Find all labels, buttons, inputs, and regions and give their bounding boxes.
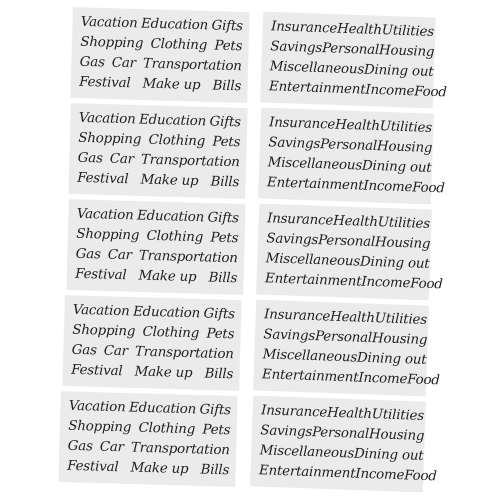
label-transportation: Transportation bbox=[130, 440, 230, 459]
label-pets: Pets bbox=[212, 134, 241, 151]
label-line bbox=[268, 77, 447, 103]
label-transportation: Transportation bbox=[142, 56, 242, 75]
label-festival: Festival bbox=[78, 74, 131, 92]
expense-label-sheet-right bbox=[256, 204, 443, 300]
label-insurance: Insurance bbox=[270, 19, 338, 37]
label-health: Health bbox=[336, 21, 383, 39]
label-housing: Housing bbox=[378, 43, 435, 61]
label-utilities: Utilities bbox=[371, 407, 425, 424]
label-gas: Gas bbox=[67, 438, 93, 455]
label-gas: Gas bbox=[79, 54, 105, 71]
label-transportation: Transportation bbox=[140, 152, 240, 171]
label-make-up: Make up bbox=[130, 460, 189, 478]
label-income: Income bbox=[361, 274, 411, 292]
label-health: Health bbox=[334, 117, 381, 135]
label-gifts: Gifts bbox=[207, 210, 240, 227]
label-health: Health bbox=[329, 309, 376, 327]
label-gas: Gas bbox=[75, 246, 101, 263]
label-clothing: Clothing bbox=[138, 420, 196, 438]
label-festival: Festival bbox=[74, 266, 127, 284]
label-entertainment: Entertainment bbox=[261, 367, 359, 386]
label-clothing: Clothing bbox=[142, 324, 200, 342]
label-vacation: Vacation bbox=[72, 302, 130, 320]
label-personal: Personal bbox=[317, 233, 376, 251]
label-dining-out: Dining out bbox=[359, 254, 430, 272]
label-vacation: Vacation bbox=[68, 398, 126, 416]
label-housing: Housing bbox=[374, 235, 431, 253]
label-make-up: Make up bbox=[140, 172, 199, 190]
label-gas: Gas bbox=[71, 342, 97, 359]
label-utilities: Utilities bbox=[374, 311, 428, 328]
expense-label-sheet-left bbox=[63, 296, 241, 391]
label-gifts: Gifts bbox=[211, 18, 244, 35]
label-line bbox=[258, 461, 437, 487]
label-utilities: Utilities bbox=[379, 119, 433, 136]
expense-label-sheet-right bbox=[258, 108, 445, 204]
label-housing: Housing bbox=[376, 139, 433, 157]
label-savings: Savings bbox=[263, 327, 316, 345]
label-miscellaneous: Miscellaneous bbox=[259, 443, 355, 462]
label-housing: Housing bbox=[371, 331, 428, 349]
label-pets: Pets bbox=[210, 230, 239, 247]
expense-label-sheet-left bbox=[69, 104, 247, 199]
label-line bbox=[79, 73, 241, 98]
label-utilities: Utilities bbox=[377, 215, 431, 232]
label-shopping: Shopping bbox=[68, 418, 132, 436]
expense-label-sheet-left bbox=[59, 392, 237, 487]
expense-label-sheet-right bbox=[250, 396, 437, 492]
label-transportation: Transportation bbox=[138, 248, 238, 267]
label-income: Income bbox=[365, 82, 415, 100]
label-vacation: Vacation bbox=[80, 14, 138, 32]
label-bills: Bills bbox=[210, 174, 240, 191]
label-dining-out: Dining out bbox=[361, 158, 432, 176]
label-education: Education bbox=[138, 112, 207, 130]
label-line bbox=[266, 173, 445, 199]
label-savings: Savings bbox=[268, 135, 321, 153]
label-food: Food bbox=[403, 468, 437, 485]
label-make-up: Make up bbox=[142, 76, 201, 94]
label-health: Health bbox=[332, 213, 379, 231]
label-dining-out: Dining out bbox=[363, 62, 434, 80]
label-insurance: Insurance bbox=[263, 307, 331, 325]
label-make-up: Make up bbox=[134, 364, 193, 382]
label-miscellaneous: Miscellaneous bbox=[269, 59, 365, 78]
label-car: Car bbox=[109, 151, 135, 168]
label-dining-out: Dining out bbox=[356, 350, 427, 368]
label-transportation: Transportation bbox=[134, 344, 234, 363]
label-insurance: Insurance bbox=[268, 115, 336, 133]
label-bills: Bills bbox=[200, 462, 230, 479]
label-clothing: Clothing bbox=[150, 36, 208, 54]
label-make-up: Make up bbox=[138, 268, 197, 286]
label-car: Car bbox=[111, 55, 137, 72]
label-line bbox=[261, 365, 440, 391]
label-savings: Savings bbox=[270, 39, 323, 57]
label-health: Health bbox=[326, 405, 373, 423]
label-car: Car bbox=[103, 343, 129, 360]
label-education: Education bbox=[128, 400, 197, 418]
expense-label-sheet-left bbox=[71, 8, 249, 103]
label-bills: Bills bbox=[204, 366, 234, 383]
label-miscellaneous: Miscellaneous bbox=[267, 155, 363, 174]
label-clothing: Clothing bbox=[148, 132, 206, 150]
label-entertainment: Entertainment bbox=[266, 175, 364, 194]
label-line bbox=[75, 265, 237, 290]
label-gas: Gas bbox=[77, 150, 103, 167]
label-dining-out: Dining out bbox=[353, 446, 424, 464]
label-income: Income bbox=[358, 370, 408, 388]
label-miscellaneous: Miscellaneous bbox=[262, 347, 358, 366]
label-personal: Personal bbox=[321, 41, 380, 59]
expense-label-sheet-right bbox=[253, 300, 440, 396]
label-housing: Housing bbox=[368, 427, 425, 445]
label-food: Food bbox=[406, 372, 440, 389]
label-car: Car bbox=[107, 247, 133, 264]
label-food: Food bbox=[413, 84, 447, 101]
label-insurance: Insurance bbox=[260, 403, 328, 421]
label-education: Education bbox=[132, 304, 201, 322]
label-pets: Pets bbox=[206, 326, 235, 343]
label-shopping: Shopping bbox=[80, 34, 144, 52]
expense-label-sheet-right bbox=[260, 12, 447, 108]
label-shopping: Shopping bbox=[72, 322, 136, 340]
label-entertainment: Entertainment bbox=[268, 79, 366, 98]
label-education: Education bbox=[136, 208, 205, 226]
label-line bbox=[264, 269, 443, 295]
label-food: Food bbox=[409, 276, 443, 293]
label-personal: Personal bbox=[314, 329, 373, 347]
label-shopping: Shopping bbox=[76, 226, 140, 244]
label-savings: Savings bbox=[266, 231, 319, 249]
label-festival: Festival bbox=[66, 458, 119, 476]
label-utilities: Utilities bbox=[381, 23, 435, 40]
label-clothing: Clothing bbox=[146, 228, 204, 246]
label-income: Income bbox=[355, 466, 405, 484]
label-bills: Bills bbox=[212, 78, 242, 95]
label-pets: Pets bbox=[202, 422, 231, 439]
label-line bbox=[67, 457, 229, 482]
label-line bbox=[77, 169, 239, 194]
label-festival: Festival bbox=[76, 170, 129, 188]
label-miscellaneous: Miscellaneous bbox=[265, 251, 361, 270]
label-entertainment: Entertainment bbox=[264, 271, 362, 290]
label-entertainment: Entertainment bbox=[258, 463, 356, 482]
label-car: Car bbox=[99, 439, 125, 456]
label-gifts: Gifts bbox=[199, 402, 232, 419]
label-personal: Personal bbox=[311, 425, 370, 443]
label-education: Education bbox=[140, 16, 209, 34]
label-line bbox=[71, 361, 233, 386]
label-personal: Personal bbox=[319, 137, 378, 155]
label-vacation: Vacation bbox=[76, 206, 134, 224]
label-festival: Festival bbox=[70, 362, 123, 380]
label-bills: Bills bbox=[208, 270, 238, 287]
label-insurance: Insurance bbox=[266, 211, 334, 229]
label-vacation: Vacation bbox=[78, 110, 136, 128]
label-savings: Savings bbox=[260, 423, 313, 441]
label-food: Food bbox=[411, 180, 445, 197]
label-shopping: Shopping bbox=[78, 130, 142, 148]
label-pets: Pets bbox=[214, 38, 243, 55]
label-income: Income bbox=[363, 178, 413, 196]
expense-label-sheet-left bbox=[67, 200, 245, 295]
label-gifts: Gifts bbox=[209, 114, 242, 131]
label-gifts: Gifts bbox=[203, 306, 236, 323]
